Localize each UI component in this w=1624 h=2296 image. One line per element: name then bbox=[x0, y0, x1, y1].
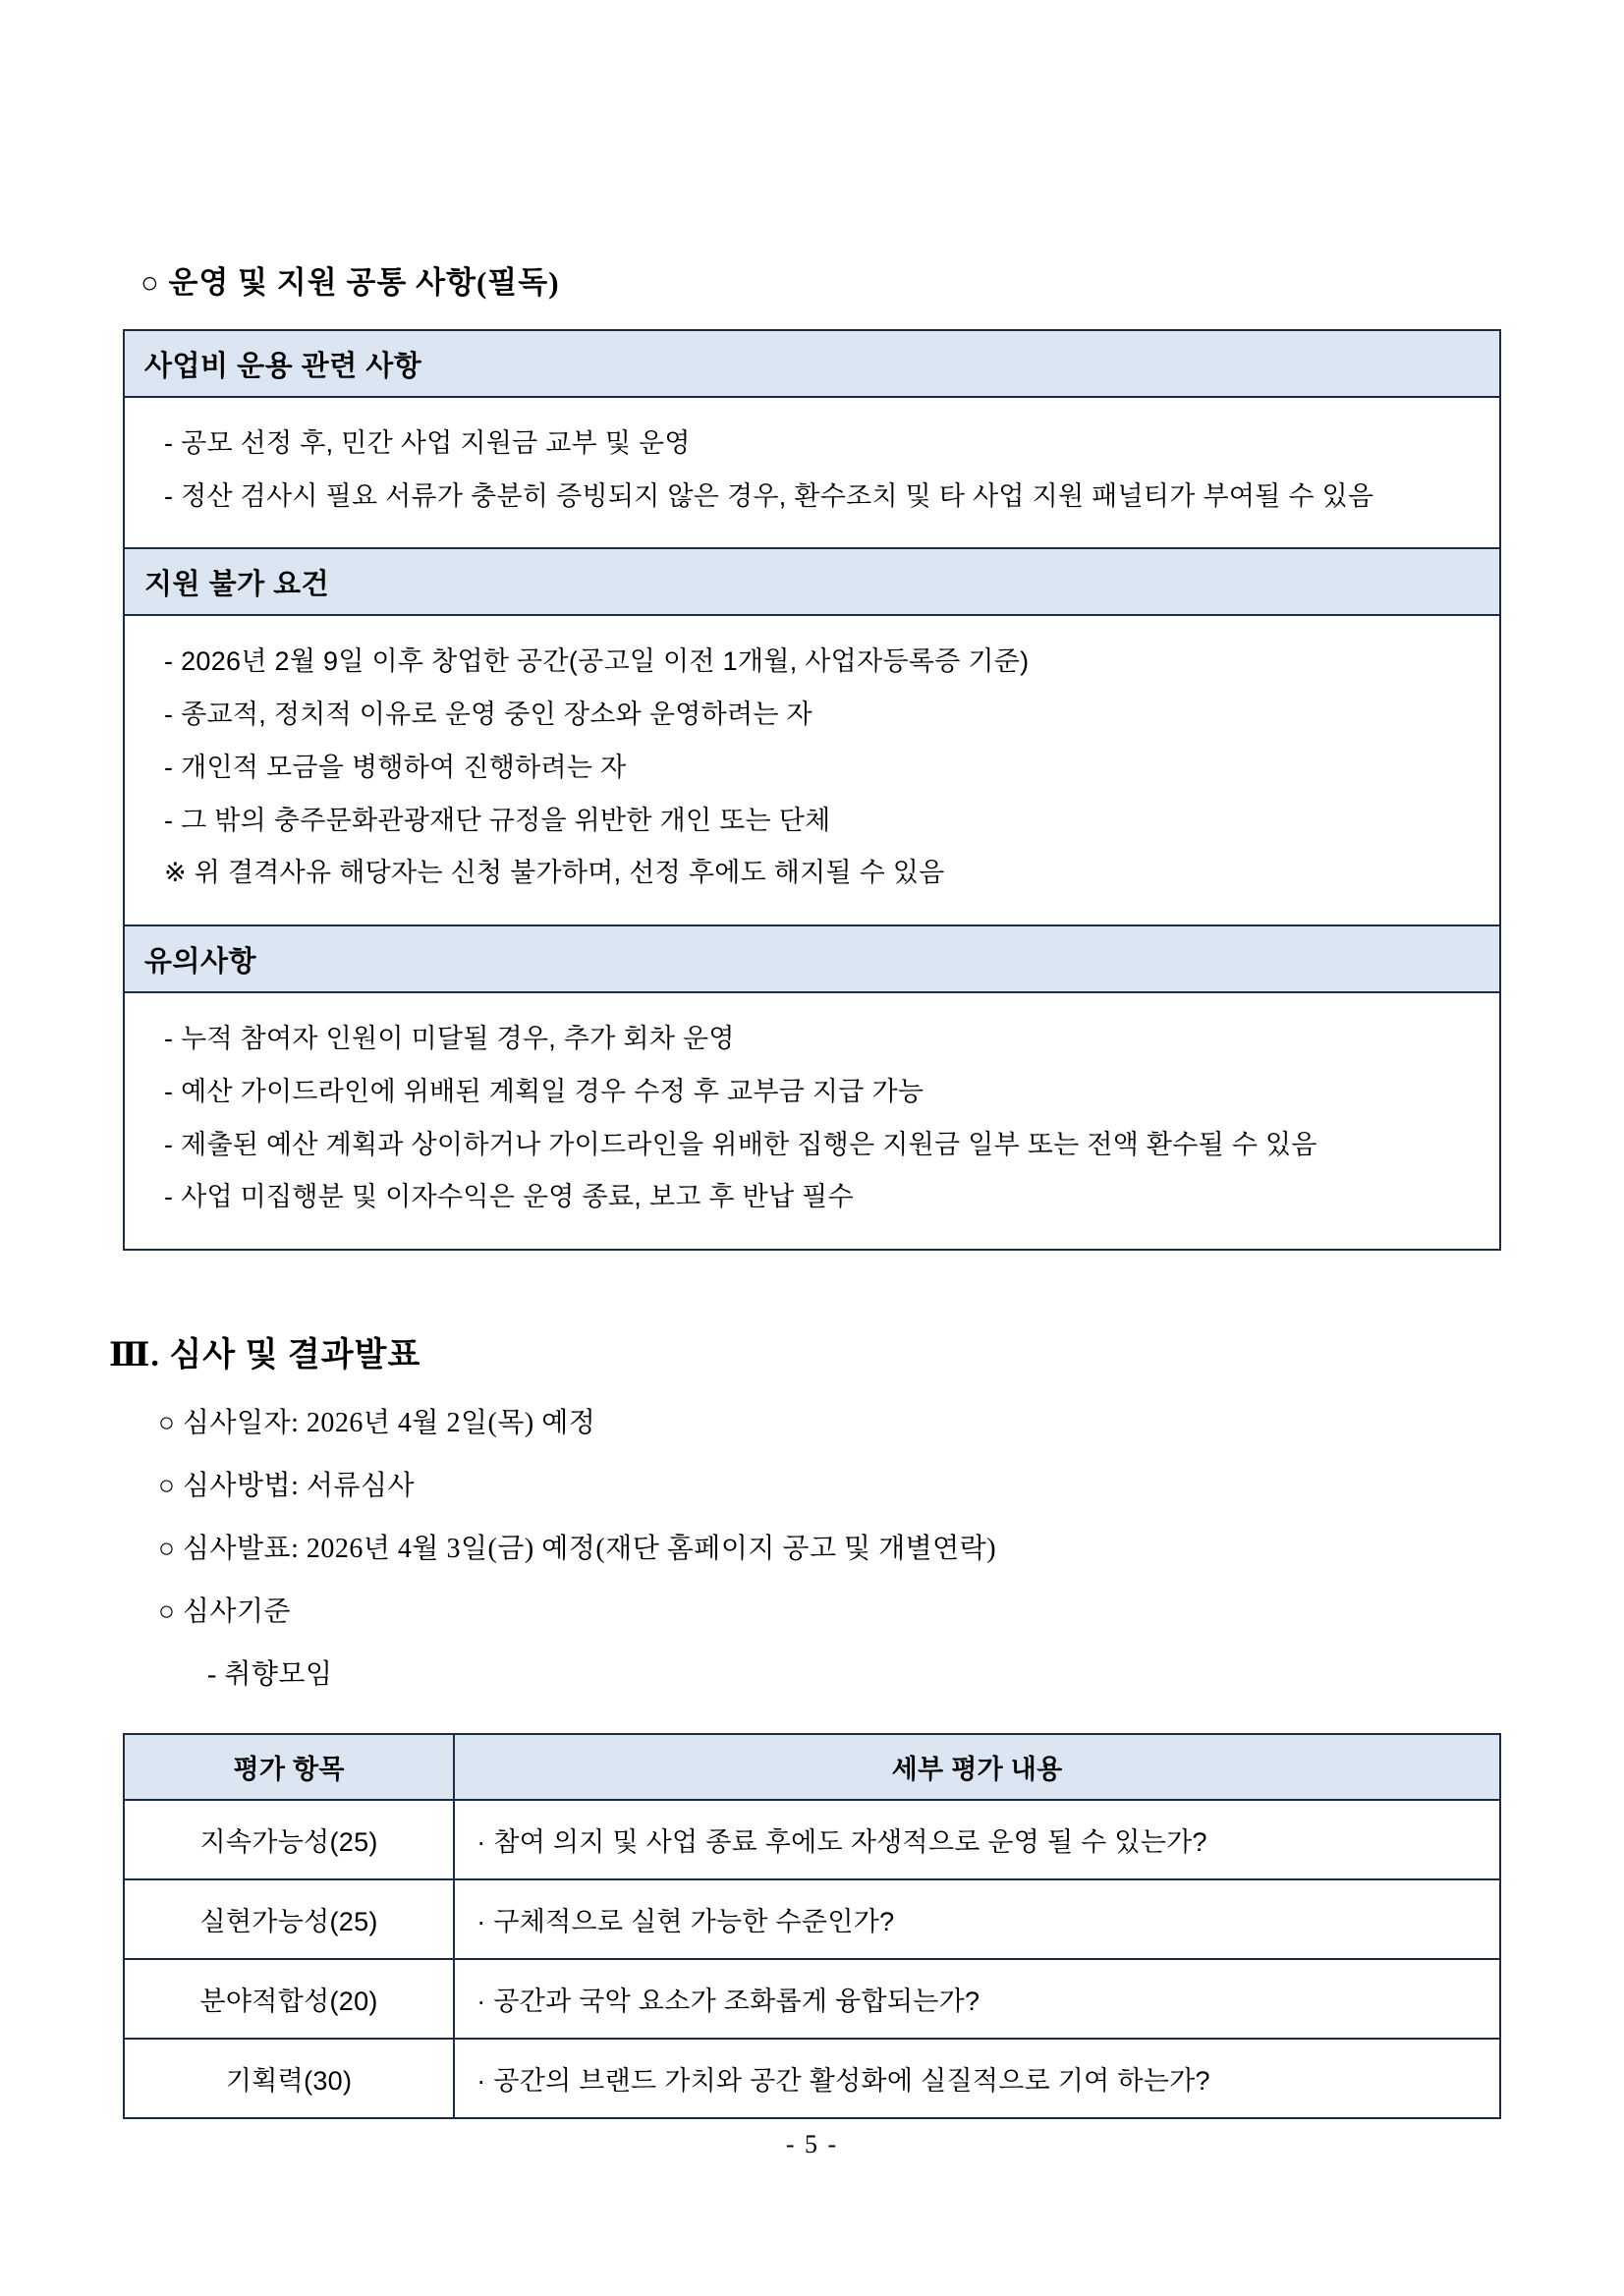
common-notice-heading: ○ 운영 및 지원 공통 사항(필독) bbox=[140, 265, 560, 300]
criteria-detail: · 구체적으로 실현 가능한 수준인가? bbox=[454, 1879, 1500, 1959]
notice-section-body-ineligible bbox=[125, 616, 1499, 924]
notice-section-title-ineligible: 지원 불가 요건 bbox=[125, 547, 1499, 616]
notice-item: - 제출된 예산 계획과 상이하거나 가이드라인을 위배한 집행은 지원금 일부 또는 전액 환수될 수 있음 bbox=[164, 1129, 1317, 1159]
review-list bbox=[123, 1401, 1501, 1692]
criteria-item: 기획력(30) bbox=[124, 2039, 454, 2118]
notice-item: - 사업 미집행분 및 이자수익은 운영 종료, 보고 후 반납 필수 bbox=[164, 1182, 854, 1212]
notice-section-body-caution bbox=[125, 993, 1499, 1249]
notice-item: - 그 밖의 충주문화관광재단 규정을 위반한 개인 또는 단체 bbox=[164, 805, 831, 835]
notice-section-body-budget bbox=[125, 398, 1499, 547]
notice-item: - 예산 가이드라인에 위배된 계획일 경우 수정 후 교부금 지급 가능 bbox=[164, 1076, 924, 1106]
notice-item-note: ※ 위 결격사유 해당자는 신청 불가하며, 선정 후에도 해지될 수 있음 bbox=[164, 858, 945, 888]
page-number: - 5 - bbox=[785, 2130, 839, 2158]
notice-section-title-caution: 유의사항 bbox=[125, 924, 1499, 993]
notice-item: - 2026년 2월 9일 이후 창업한 공간(공고일 이전 1개월, 사업자등록증 기준) bbox=[164, 646, 1030, 677]
criteria-detail: · 공간과 국악 요소가 조화롭게 융합되는가? bbox=[454, 1959, 1500, 2039]
table-row bbox=[124, 1800, 1500, 1879]
notice-item: - 공모 선정 후, 민간 사업 지원금 교부 및 운영 bbox=[164, 428, 691, 458]
criteria-table bbox=[123, 1733, 1501, 2119]
criteria-item: 실현가능성(25) bbox=[124, 1879, 454, 1959]
criteria-item: 지속가능성(25) bbox=[124, 1800, 454, 1879]
notice-item: - 누적 참여자 인원이 미달될 경우, 추가 회차 운영 bbox=[164, 1024, 735, 1054]
review-item-date: ○ 심사일자: 2026년 4월 2일(목) 예정 bbox=[158, 1408, 596, 1439]
criteria-header-detail: 세부 평가 내용 bbox=[454, 1734, 1500, 1800]
criteria-header-item: 평가 항목 bbox=[124, 1734, 454, 1800]
review-section-heading: Ⅲ. 심사 및 결과발표 bbox=[109, 1337, 421, 1374]
review-item-method: ○ 심사방법: 서류심사 bbox=[158, 1471, 416, 1502]
table-row bbox=[124, 1879, 1500, 1959]
criteria-header-row bbox=[124, 1734, 1500, 1800]
criteria-detail: · 공간의 브랜드 가치와 공간 활성화에 실질적으로 기여 하는가? bbox=[454, 2039, 1500, 2118]
notice-box bbox=[123, 329, 1501, 1251]
notice-item: - 종교적, 정치적 이유로 운영 중인 장소와 운영하려는 자 bbox=[164, 700, 812, 730]
review-item-criteria: ○ 심사기준 bbox=[158, 1596, 292, 1628]
notice-item: - 정산 검사시 필요 서류가 충분히 증빙되지 않은 경우, 환수조치 및 타 사업 지원 패널티가 부여될 수 있음 bbox=[164, 480, 1374, 511]
review-sub-item: - 취향모임 bbox=[207, 1659, 333, 1691]
table-row bbox=[124, 1959, 1500, 2039]
table-row bbox=[124, 2039, 1500, 2118]
criteria-detail: · 참여 의지 및 사업 종료 후에도 자생적으로 운영 될 수 있는가? bbox=[454, 1800, 1500, 1879]
notice-item: - 개인적 모금을 병행하여 진행하려는 자 bbox=[164, 752, 627, 782]
criteria-item: 분야적합성(20) bbox=[124, 1959, 454, 2039]
notice-section-title-budget: 사업비 운용 관련 사항 bbox=[125, 331, 1499, 398]
review-item-announce: ○ 심사발표: 2026년 4월 3일(금) 예정(재단 홈페이지 공고 및 개별연락) bbox=[158, 1534, 997, 1565]
